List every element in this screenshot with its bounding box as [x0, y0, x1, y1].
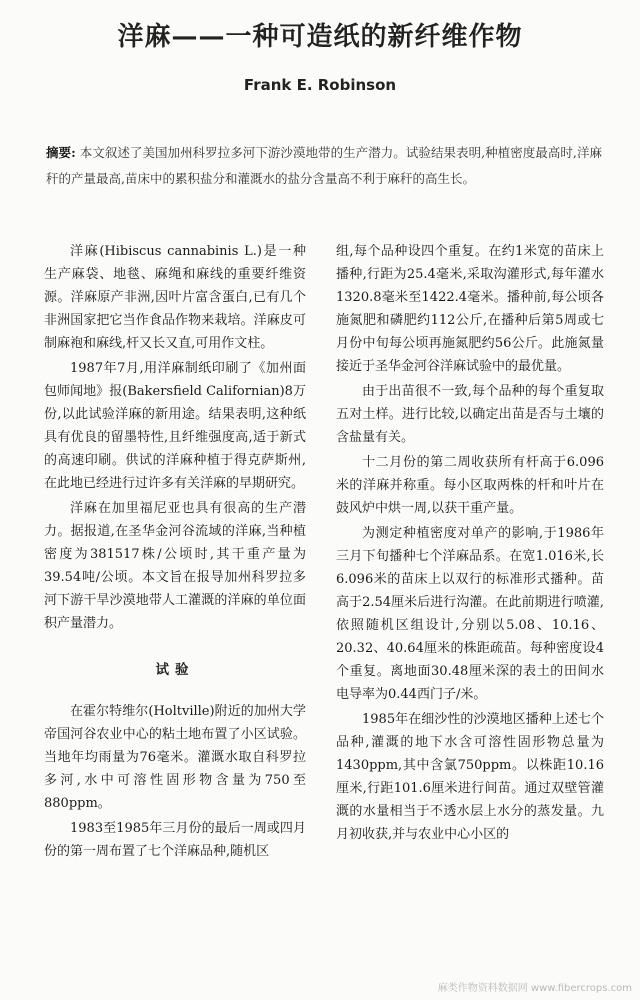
abstract-label: 摘要:: [46, 145, 76, 160]
article-author: Frank E. Robinson: [243, 76, 397, 94]
section-heading-experiment: 试验: [155, 662, 195, 678]
right-paragraph-1: 组,每个品种设四个重复。在约1米宽的苗床上播种,行距为25.4毫米,采取沟灌形式,每年灌水1320.8毫米至1422.4毫米。播种前,每公顷各施氮肥和磷肥约112公斤,在播种后第5周或七月份中旬每公顷再施氮肥约56公斤。此施氮量接近于圣华金河谷洋麻试验中的最优量。: [336, 244, 604, 374]
right-paragraph-5: 1985年在细沙性的沙漠地区播种上述七个品种,灌溉的地下水含可溶性固形物总量为1430ppm,其中含氯750ppm。以株距10.16厘米,行距101.6厘米进行间苗。通过双壁管灌溉的水量相当于不透水层上水分的蒸发量。九月初收获,并与农业中心小区的: [336, 712, 604, 842]
left-paragraph-2: 1987年7月,用洋麻制纸印刷了《加州面包师闻地》报(Bakersfield Californian)8万份,以此试验洋麻的新用途。结果表明,这种纸具有优良的留墨特性,且纤维强度高,适于新式的高速印刷。供试的洋麻种植于得克萨斯州,在此地已经进行过许多有关洋麻的早期研究。: [44, 361, 306, 491]
article-title: 洋麻——一种可造纸的新纤维作物: [117, 22, 523, 52]
site-watermark: 麻类作物资料数据网 www.fibercrops.com: [437, 983, 632, 994]
right-paragraph-4: 为测定种植密度对单产的影响,于1986年三月下旬播种七个洋麻品系。在宽1.016米,长6.096米的苗床上以双行的标准形式播种。苗高于2.54厘米后进行沟灌。在此前期进行喷灌,依照随机区组设计,分别以5.08、10.16、20.32、40.64厘米的株距疏苗。每种密度设4个重复。离地面30.48厘米深的表土的田间水电导率为0.44西门子/米。: [336, 526, 604, 702]
right-paragraph-3: 十二月份的第二周收获所有杆高于6.096米的洋麻并称重。每小区取两株的杆和叶片在鼓风炉中烘一周,以获干重产量。: [336, 455, 604, 516]
left-paragraph-3: 洋麻在加里福尼亚也具有很高的生产潜力。据报道,在圣华金河谷流域的洋麻,当种植密度为381517株/公顷时,其干重产量为39.54吨/公顷。本文旨在报导加州科罗拉多河下游干旱沙漠地带人工灌溉的洋麻的单位面积产量潜力。: [44, 501, 306, 631]
right-paragraph-2: 由于出苗很不一致,每个品种的每个重复取五对土样。进行比较,以确定出苗是否与土壤的含盐量有关。: [336, 384, 604, 445]
left-paragraph-4: 在霍尔特维尔(Holtville)附近的加州大学帝国河谷农业中心的粘土地布置了小区试验。当地年均雨量为76毫米。灌溉水取自科罗拉多河,水中可溶性固形物含量为750至880ppm。: [44, 704, 306, 811]
left-column: [44, 240, 306, 863]
right-column: [336, 240, 604, 846]
abstract-text: 本文叙述了美国加州科罗拉多河下游沙漠地带的生产潜力。试验结果表明,种植密度最高时,洋麻秆的产量最高,苗床中的累积盐分和灌溉水的盐分含量高不利于麻秆的高生长。: [46, 145, 602, 186]
left-paragraph-1: 洋麻(Hibiscus cannabinis L.)是一种生产麻袋、地毯、麻绳和麻线的重要纤维资源。洋麻原产非洲,因叶片富含蛋白,已有几个非洲国家把它当作食品作物来栽培。洋麻皮可制麻袍和麻线,杆又长又直,可用作文柱。: [44, 244, 306, 351]
abstract-block: [46, 140, 602, 192]
left-paragraph-5: 1983至1985年三月份的最后一周或四月份的第一周布置了七个洋麻品种,随机区: [44, 821, 306, 859]
